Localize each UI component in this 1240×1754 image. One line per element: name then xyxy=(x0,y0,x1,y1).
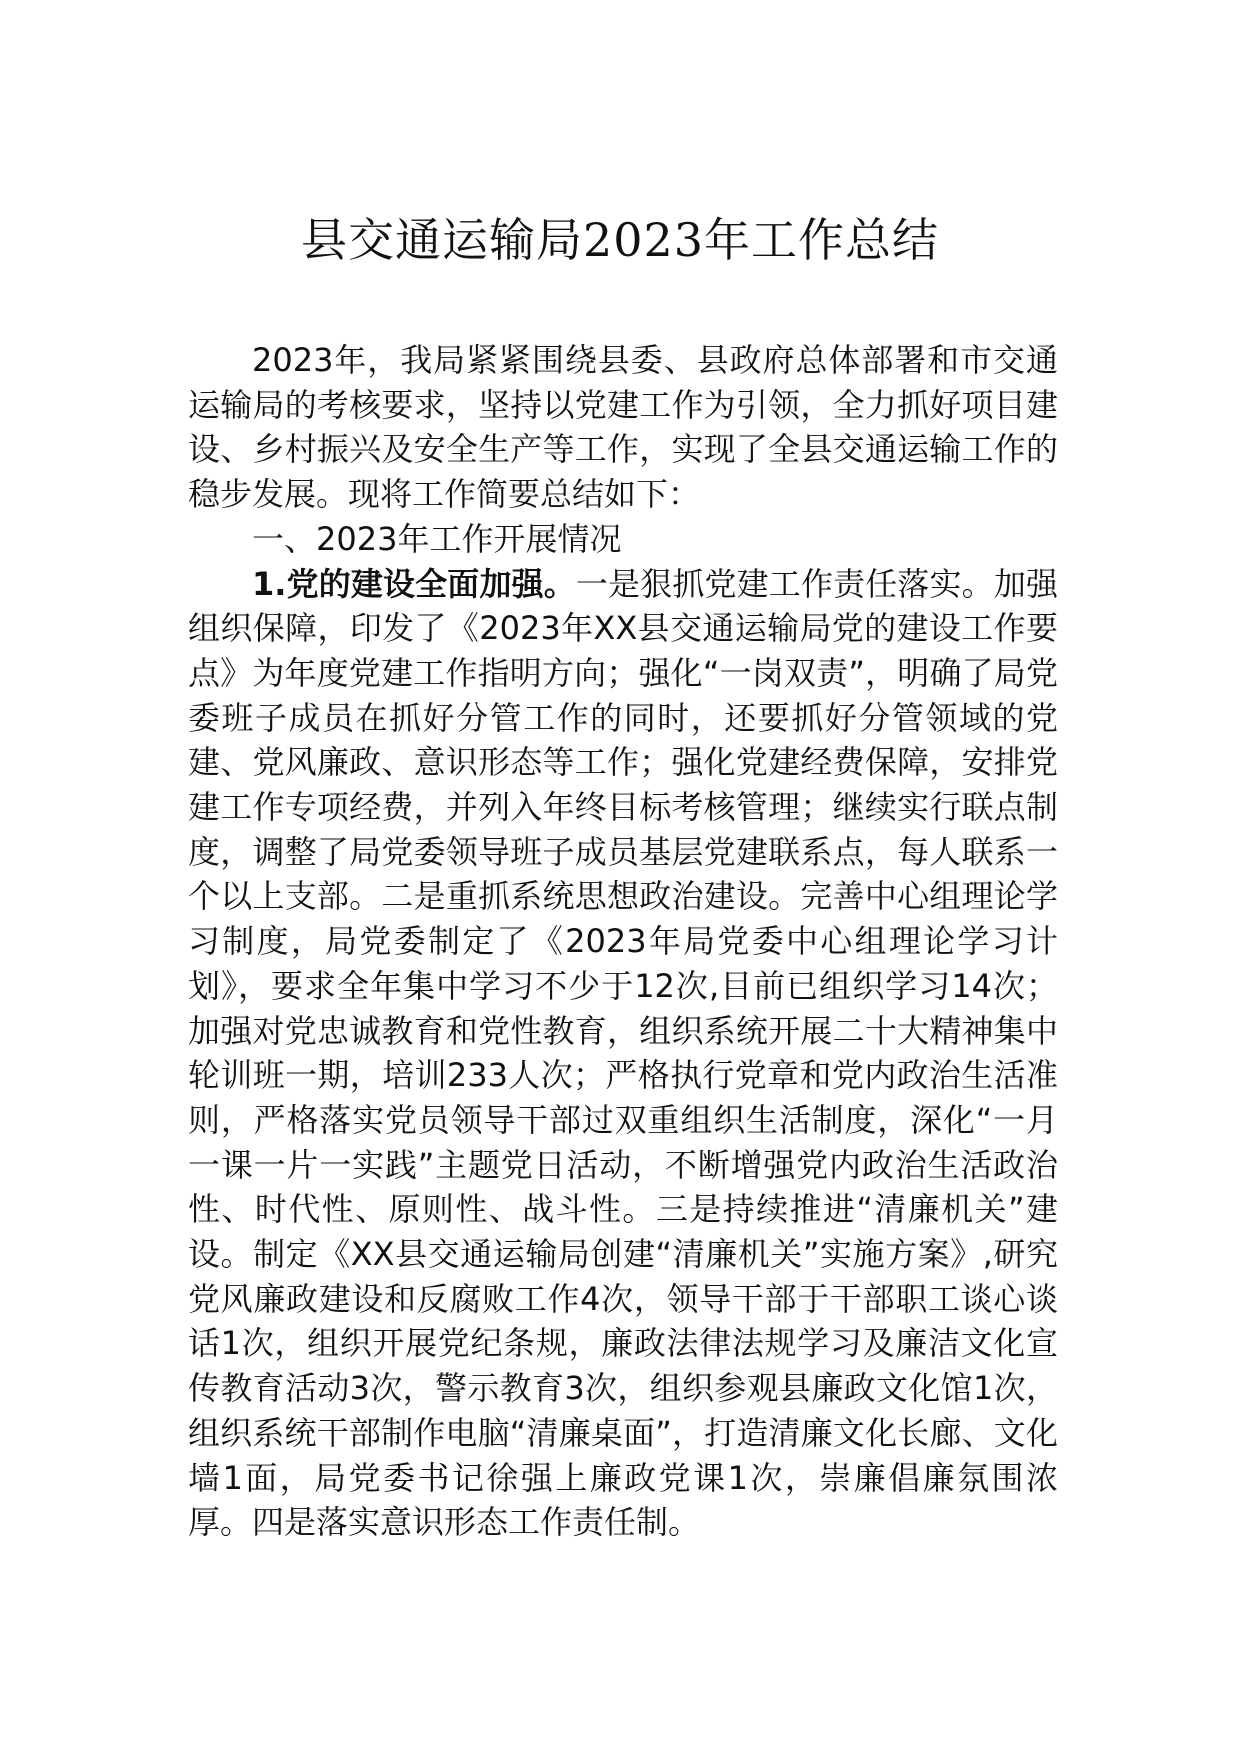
section-heading: 一、2023年工作开展情况 xyxy=(252,519,622,558)
item-1-lead: 1.党的建设全面加强。 xyxy=(252,564,576,603)
item-1-body: 一是狠抓党建工作责任落实。加强组织保障，印发了《2023年XX县交通运输局党的建设工作要点》为年度党建工作指明方向；强化“一岗双责”，明确了局党委班子成员在抓好分管工作的同时，还要抓好分管领域的党建、党风廉政、意识形态等工作；强化党建经费保障，安排党建工作专项经费，并列入年终目标考核管理；继续实行联点制度，调整了局党委领导班子成员基层党建联系点，每人联系一个以上支部。二是重抓系统思想政治建设。完善中心组理论学习制度，局党委制定了《2023年局党委中心组理论学习计划》，要求全年集中学习不少于12次,目前已组织学习14次；加强对党忠诚教育和党性教育，组织系统开展二十大精神集中轮训班一期，培训233人次；严格执行党章和党内政治生活准则，严格落实党员领导干部过双重组织生活制度，深化“一月一课一片一实践”主题党日活动，不断增强党内政治生活政治性、时代性、原则性、战斗性。三是持续推进“清廉机关”建设。制定《XX县交通运输局创建“清廉机关”实施方案》,研究党风廉政建设和反腐败工作4次，领导干部于干部职工谈心谈话1次，组织开展党纪条规，廉政法律法规学习及廉洁文化宣传教育活动3次，警示教育3次，组织参观县廉政文化馆1次，组织系统干部制作电脑“清廉桌面”，打造清廉文化长廊、文化墙1面，局党委书记徐强上廉政党课1次，崇廉倡廉氛围浓厚。四是落实意识形态工作责任制。 xyxy=(188,564,1058,1542)
document-body xyxy=(188,338,1058,1545)
item-1-paragraph xyxy=(188,562,1058,1545)
intro-paragraph: 2023年，我局紧紧围绕县委、县政府总体部署和市交通运输局的考核要求，坚持以党建工作为引领，全力抓好项目建设、乡村振兴及安全生产等工作，实现了全县交通运输工作的稳步发展。现将工作简要总结如下： xyxy=(188,341,1058,514)
document-title: 县交通运输局2023年工作总结 xyxy=(300,213,940,267)
